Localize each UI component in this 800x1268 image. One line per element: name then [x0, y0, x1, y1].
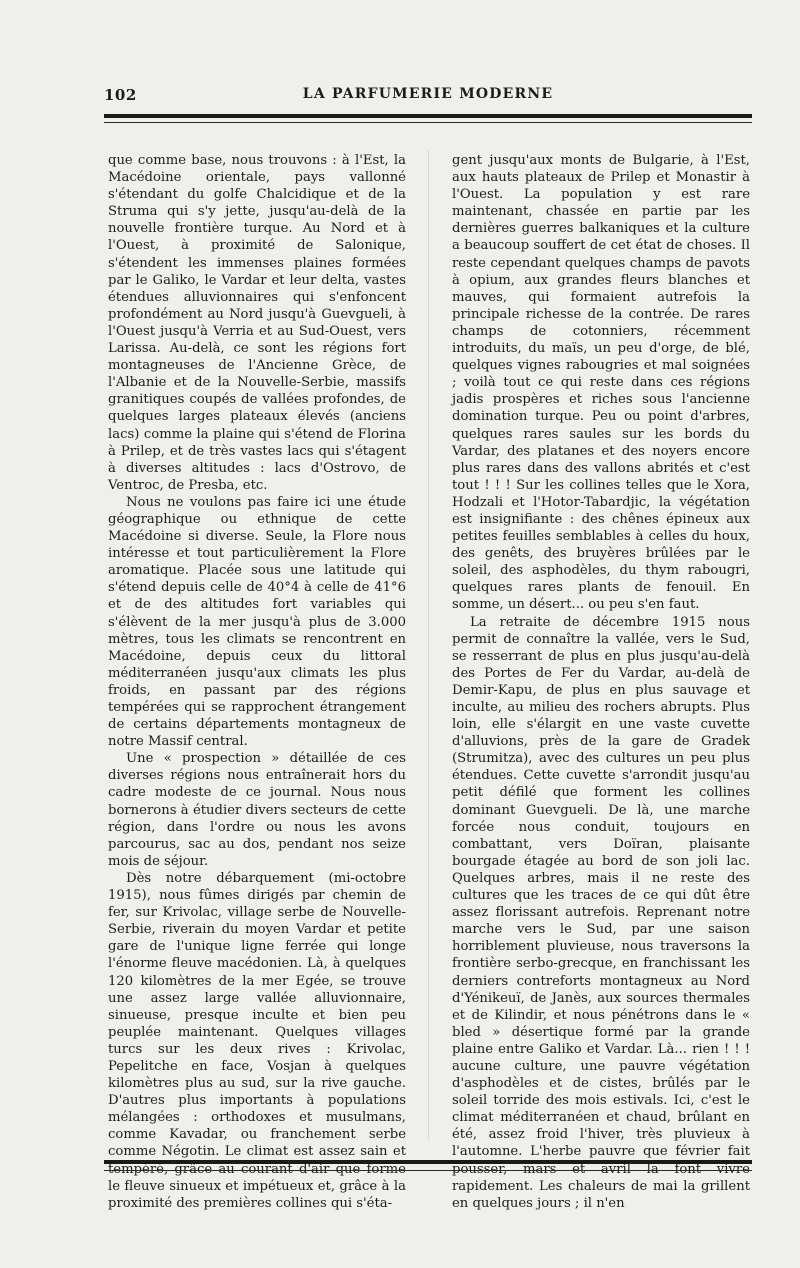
right-column [452, 152, 750, 1211]
footer-rule-thin [104, 1170, 752, 1171]
left-column [108, 152, 406, 1211]
page-header [104, 86, 752, 108]
paragraph: Une « prospection » détaillée de ces diverses régions nous entraînerait hors du cadre modeste de ce journal. Nous nous bornerons à étudier divers secteurs de cette région, dans l'ordre ou nous les avons parcourus, sac au dos, pendant nos seize mois de séjour. [108, 751, 406, 869]
paragraph: gent jusqu'aux monts de Bulgarie, à l'Est, aux hauts plateaux de Prilep et Monastir à l'Ouest. La population y est rare maintenant, chassée en partie par les dernières guerres balkaniques et la culture a beaucoup souffert de cet état de choses. Il reste cependant quelques champs de pavots à opium, aux grandes fleurs blanches et mauves, qui formaient autrefois la principale richesse de la contrée. De rares champs de cotonniers, récemment introduits, du maïs, un peu d'orge, de blé, quelques vignes rabougries et mal soignées ; voilà tout ce qui reste dans ces régions jadis prospères et riches sous l'ancienne domination turque. Peu ou point d'arbres, quelques rares saules sur les bords du Vardar, des platanes et des noyers encore plus rares dans des vallons abrités et c'est tout ! ! ! Sur les collines telles que le Xora, Hodzali et l'Hotor-Tabardjic, la végétation est insignifiante : des chênes épineux aux petites feuilles semblables à celles du houx, des genêts, des bruyères brûlées par le soleil, des asphodèles, du thym rabougri, quelques rares plants de fenouil. En somme, un désert... ou peu s'en faut. [452, 153, 750, 613]
column-gutter [428, 150, 429, 1140]
running-title: LA PARFUMERIE MODERNE [302, 86, 554, 102]
page-number: 102 [104, 86, 137, 104]
header-rule-thin [104, 122, 752, 123]
paragraph: que comme base, nous trouvons : à l'Est, la Macédoine orientale, pays vallonné s'étendant du golfe Chalcidique et de la Struma qui s'y jette, jusqu'au-delà de la nouvelle frontière turque. Au Nord et à l'Ouest, à proximité de Salonique, s'étendent les immenses plaines formées par le Galiko, le Vardar et leur delta, vastes étendues alluvionnaires qui s'enfoncent profondément au Nord jusqu'à Guevgueli, à l'Ouest jusqu'à Verria et au Sud-Ouest, vers Larissa. Au-delà, ce sont les régions fort montagneuses de l'Ancienne Grèce, de l'Albanie et de la Nouvelle-Serbie, massifs granitiques coupés de vallées profondes, de quelques larges plateaux élevés (anciens lacs) comme la plaine qui s'étend de Florina à Prilep, et de très vastes lacs qui s'étagent à diverses altitudes : lacs d'Ostrovo, de Ventroc, de Presba, etc. [108, 153, 406, 493]
paragraph: Dès notre débarquement (mi-octobre 1915), nous fûmes dirigés par chemin de fer, sur Krivolac, village serbe de Nouvelle-Serbie, riverain du moyen Vardar et petite gare de l'unique ligne ferrée qui longe l'énorme fleuve macédonien. Là, à quelques 120 kilomètres de la mer Egée, se trouve une assez large vallée alluvionnaire, sinueuse, presque inculte et bien peu peuplée maintenant. Quelques villages turcs sur les deux rives : Krivolac, Pepelitche en face, Vosjan à quelques kilomètres plus au sud, sur la rive gauche. D'autres plus importants à populations mélangées : orthodoxes et musulmans, comme Kavadar, ou franchement serbe comme Négotin. Le climat est assez sain et le fleuve sinueux et impétueux et, grâce à la proximité des premières collines qui s'éta- [108, 870, 406, 1211]
paragraph: La retraite de décembre 1915 nous permit de connaître la vallée, vers le Sud, se resserrant de plus en plus jusqu'au-delà des Portes de Fer du Vardar, au-delà de Demir-Kapu, de plus en plus sauvage et inculte, au milieu des rochers abrupts. Plus loin, elle s'élargit en une vaste cuvette d'alluvions, près de la gare de Gradek (Strumitza), avec des cultures un peu plus étendues. Cette cuvette s'arrondit jusqu'au petit défilé que forment les collines dominant Guevgueli. De là, une marche forcée nous conduit, toujours en combattant, vers Doïran, plaisante bourgade étagée au bord de son joli lac. Quelques arbres, mais il ne reste des cultures que les traces de ce qui dût être assez florissant autrefois. Reprenant notre marche vers le Sud, par une saison horriblement pluvieuse, nous traversons la frontière serbo-grecque, en franchissant les derniers contreforts montagneux au Nord d'Yénikeuï, de Janès, aux sources thermales et de Kilindir, et nous pénétrons dans le « bled » désertique formé par la grande plaine entre Galiko et Vardar. Là... rien ! ! ! aucune culture, une pauvre végétation d'asphodèles et de cistes, brûlés par le soleil torride des mois estivals. Ici, c'est le climat méditerranéen et chaud, brûlant en été, assez froid l'hiver, très pluvieux à l'automne. L'herbe pauvre que février fait rapidement. Les chaleurs de mai la grillent en quelques jours ; il n'en [452, 614, 750, 1211]
paragraph: Nous ne voulons pas faire ici une étude géographique ou ethnique de cette Macédoine si diverse. Seule, la Flore nous intéresse et tout particulièrement la Flore aromatique. Placée sous une latitude qui s'étend depuis celle de 40°4 à celle de 41°6 et de des altitudes fort variables qui s'élèvent de la mer jusqu'à plus de 3.000 mètres, tous les climats se rencontrent en Macédoine, depuis ceux du littoral méditerranéen jusqu'aux climats les plus froids, en passant par des régions tempérées qui se rapprochent étrangement de certains départements montagneux de notre Massif central. [108, 494, 406, 750]
header-rule-thick [104, 114, 752, 118]
footer-rule-thick [104, 1160, 752, 1164]
